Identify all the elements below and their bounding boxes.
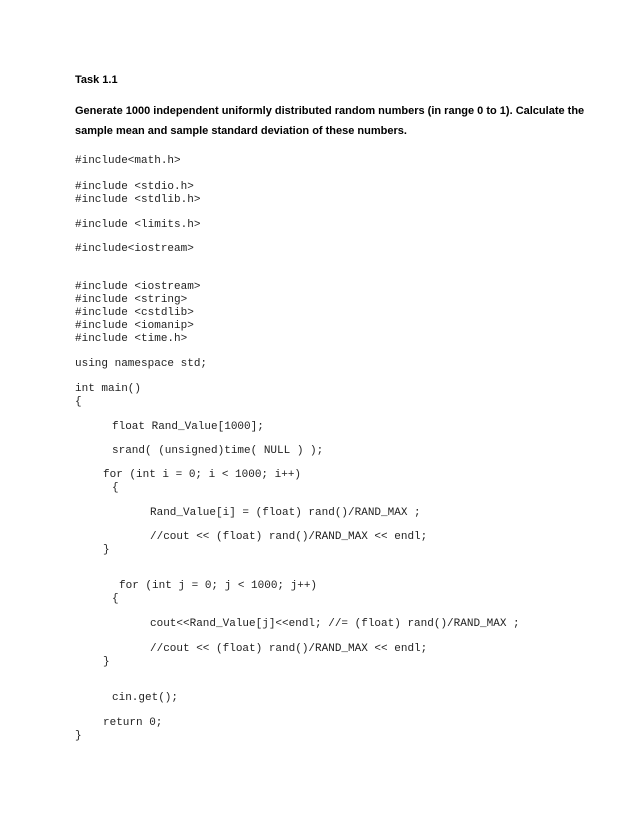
task-description-line: Generate 1000 independent uniformly distributed random numbers (in range 0 to 1). Calculate the <box>75 105 585 117</box>
code-line: for (int j = 0; j < 1000; j++) <box>119 580 318 592</box>
code-line: #include <string> <box>75 294 188 306</box>
code-line: int main() <box>75 383 142 395</box>
code-line: float Rand_Value[1000]; <box>112 421 264 433</box>
code-line: //cout << (float) rand()/RAND_MAX << endl; <box>150 643 428 655</box>
code-line: } <box>103 544 110 556</box>
code-line: } <box>103 656 110 668</box>
code-line: #include <stdio.h> <box>75 181 194 193</box>
task-description <box>75 101 585 141</box>
code-line: } <box>75 730 82 742</box>
code-line: //cout << (float) rand()/RAND_MAX << endl; <box>150 531 428 543</box>
code-line: { <box>112 593 119 605</box>
code-line: using namespace std; <box>75 358 208 370</box>
code-line: #include <cstdlib> <box>75 307 194 319</box>
code-line: #include<iostream> <box>75 243 194 255</box>
task-description-line: sample mean and sample standard deviation of these numbers. <box>75 125 407 137</box>
code-line: #include <stdlib.h> <box>75 194 201 206</box>
code-line: { <box>112 482 119 494</box>
code-line: #include <limits.h> <box>75 219 201 231</box>
code-line: srand( (unsigned)time( NULL ) ); <box>112 445 324 457</box>
code-line: #include <iostream> <box>75 281 201 293</box>
task-title: Task 1.1 <box>75 74 118 86</box>
code-line: cin.get(); <box>112 692 179 704</box>
code-line: #include <iomanip> <box>75 320 194 332</box>
code-line: { <box>75 396 82 408</box>
code-line: cout<<Rand_Value[j]<<endl; //= (float) rand()/RAND_MAX ; <box>150 618 520 630</box>
code-line: #include<math.h> <box>75 155 181 167</box>
code-line: #include <time.h> <box>75 333 188 345</box>
code-line: Rand_Value[i] = (float) rand()/RAND_MAX ; <box>150 507 421 519</box>
code-line: return 0; <box>103 717 163 729</box>
code-line: for (int i = 0; i < 1000; i++) <box>103 469 302 481</box>
